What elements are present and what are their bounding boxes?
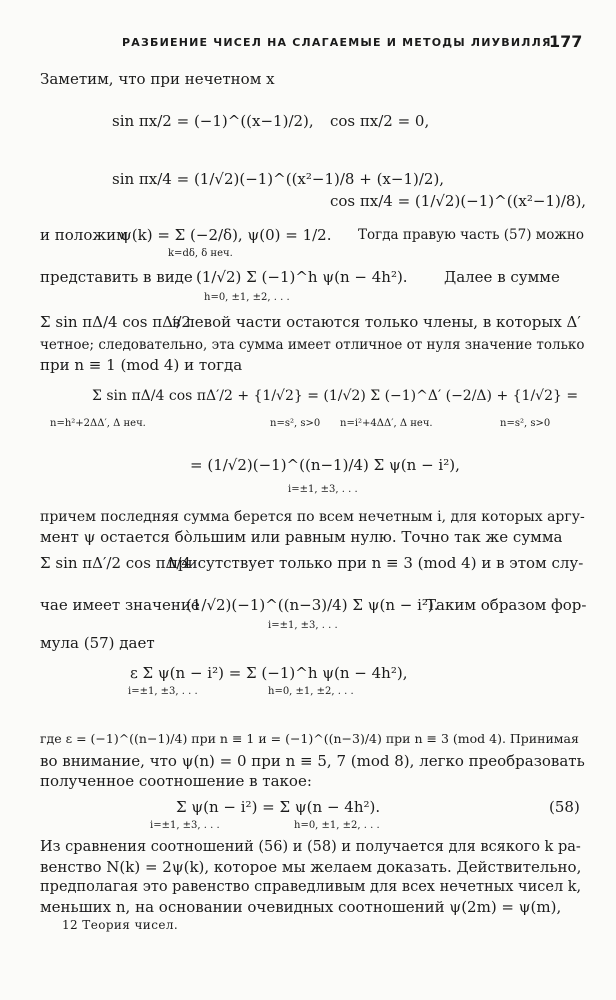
- paragraph-15: Из сравнения соотношений (56) и (58) и получается для всякого k ра-: [40, 839, 581, 855]
- paragraph-6: при n ≡ 1 (mod 4) и тогда: [40, 356, 243, 374]
- paragraph-10-end: Таким образом фор-: [426, 596, 587, 614]
- paragraph-13: во внимание, что ψ(n) = 0 при n ≡ 5, 7 (mod 8), легко преобразовать: [40, 752, 585, 770]
- paragraph-2-end: Тогда правую часть (57) можно: [358, 227, 584, 243]
- equation-1-left: sin πx/2 = (−1)^((x−1)/2),: [112, 112, 314, 130]
- equation-number-58: (58): [549, 798, 580, 816]
- paragraph-10-expression: (1/√2)(−1)^((n−3)/4) Σ ψ(n − i²).: [186, 596, 439, 614]
- paragraph-18: меньших n, на основании очевидных соотношений ψ(2m) = ψ(m),: [40, 898, 562, 916]
- equation-1-right: cos πx/2 = 0,: [330, 112, 430, 130]
- equation-3-subscript-3: n=i²+4ΔΔ′, Δ неч.: [340, 418, 433, 429]
- paragraph-11: мула (57) дает: [40, 634, 155, 652]
- psi-definition: ψ(k) = Σ (−2/δ), ψ(0) = 1/2.: [120, 226, 332, 244]
- equation-3: Σ sin πΔ/4 cos πΔ′/2 + {1/√2} = (1/√2) Σ (−1)^Δ′ (−2/Δ) + {1/√2} =: [92, 388, 579, 404]
- equation-2-left: sin πx/4 = (1/√2)(−1)^((x²−1)/8 + (x−1)/2),: [112, 170, 445, 188]
- paragraph-3-end: Далее в сумме: [444, 268, 560, 286]
- paragraph-4-text: в левой части остаются только члены, в которых Δ′: [172, 313, 581, 331]
- paragraph-7: причем последняя сумма берется по всем нечетным i, для которых аргу-: [40, 509, 585, 525]
- paragraph-2-start: и положим: [40, 226, 128, 244]
- paragraph-10-subscript: i=±1, ±3, . . .: [268, 620, 338, 631]
- equation-6-subscript-1: i=±1, ±3, . . .: [150, 820, 220, 831]
- paragraph-9-text: присутствует только при n ≡ 3 (mod 4) и в этом слу-: [168, 554, 584, 572]
- psi-definition-subscript: k=dδ, δ неч.: [168, 248, 233, 259]
- paragraph-3-start: представить в виде: [40, 268, 193, 286]
- paragraph-17: предполагая это равенство справедливым для всех нечетных чисел k,: [40, 879, 582, 895]
- signature-mark: 12 Теория чисел.: [62, 918, 179, 932]
- equation-4-subscript: i=±1, ±3, . . .: [288, 484, 358, 495]
- paragraph-5: четное; следовательно, эта сумма имеет отличное от нуля значение только: [40, 337, 585, 353]
- equation-3-subscript-2: n=s², s>0: [270, 418, 321, 429]
- paragraph-8: мент ψ остается бо̀льшим или равным нулю. Точно так же сумма: [40, 528, 563, 546]
- paragraph-3-subscript: h=0, ±1, ±2, . . .: [204, 292, 290, 303]
- equation-2-right: cos πx/4 = (1/√2)(−1)^((x²−1)/8),: [330, 192, 587, 210]
- equation-5: ε Σ ψ(n − i²) = Σ (−1)^h ψ(n − 4h²),: [130, 664, 408, 682]
- paragraph-14: полученное соотношение в такое:: [40, 772, 312, 790]
- running-title: РАЗБИЕНИЕ ЧИСЕЛ НА СЛАГАЕМЫЕ И МЕТОДЫ ЛИУВИЛЛЯ: [122, 36, 552, 49]
- equation-5-subscript-1: i=±1, ±3, . . .: [128, 686, 198, 697]
- equation-4: = (1/√2)(−1)^((n−1)/4) Σ ψ(n − i²),: [190, 456, 460, 474]
- equation-6: Σ ψ(n − i²) = Σ ψ(n − 4h²).: [176, 798, 381, 816]
- equation-3-subscript-4: n=s², s>0: [500, 418, 551, 429]
- paragraph-9-expression: Σ sin πΔ′/2 cos πΔ/4: [40, 554, 191, 572]
- paragraph-1: Заметим, что при нечетном x: [40, 70, 275, 88]
- paragraph-4-expression: Σ sin πΔ/4 cos πΔ′/2: [40, 313, 191, 331]
- paragraph-3-expression: (1/√2) Σ (−1)^h ψ(n − 4h²).: [196, 268, 408, 286]
- page-number: 177: [549, 32, 583, 51]
- paragraph-16: венство N(k) = 2ψ(k), которое мы желаем доказать. Действительно,: [40, 858, 582, 876]
- equation-6-subscript-2: h=0, ±1, ±2, . . .: [294, 820, 380, 831]
- equation-5-subscript-2: h=0, ±1, ±2, . . .: [268, 686, 354, 697]
- paragraph-12: где ε = (−1)^((n−1)/4) при n ≡ 1 и = (−1)^((n−3)/4) при n ≡ 3 (mod 4). Принимая: [40, 731, 579, 746]
- equation-3-subscript-1: n=h²+2ΔΔ′, Δ неч.: [50, 418, 146, 429]
- paragraph-10-start: чае имеет значение: [40, 596, 200, 614]
